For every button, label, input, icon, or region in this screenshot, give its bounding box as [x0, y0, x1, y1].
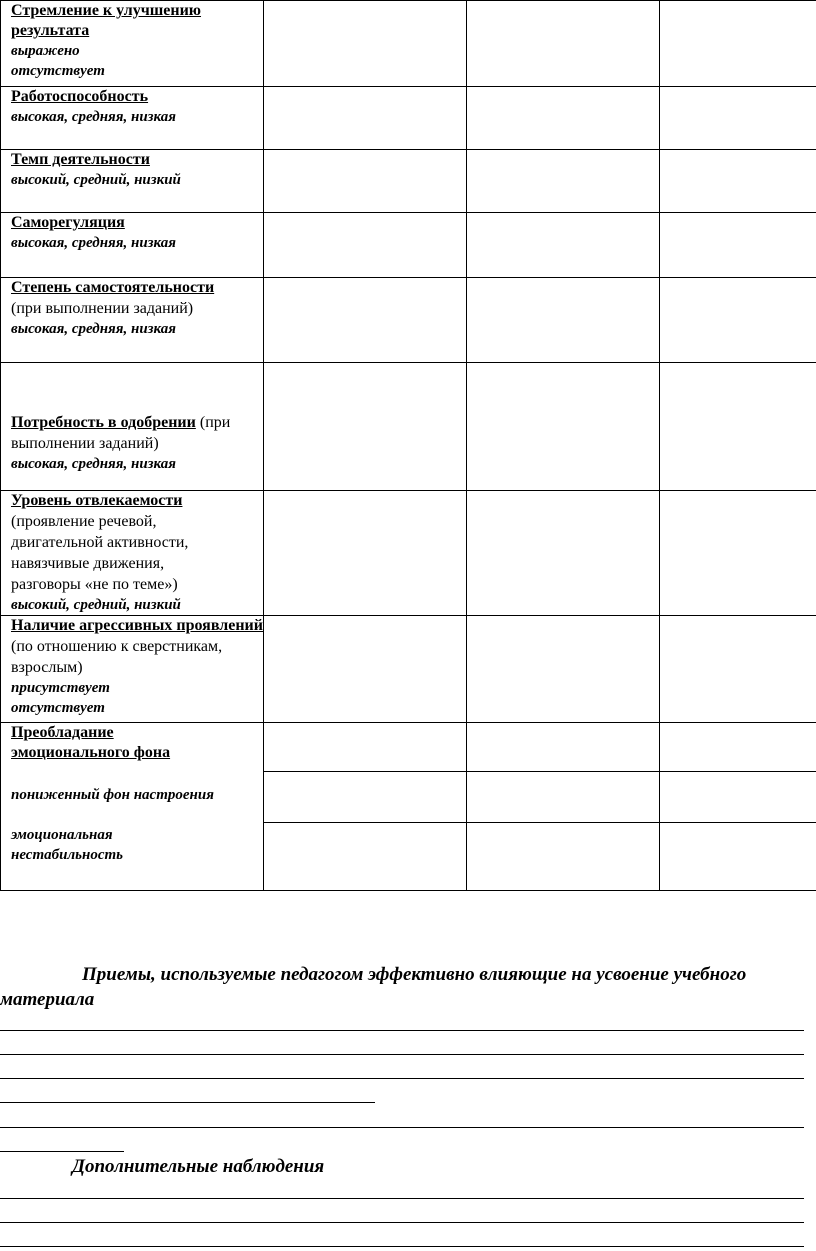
criterion-cell: [1, 723, 264, 891]
criterion-cell: [1, 616, 264, 723]
criterion-cell: [1, 213, 264, 278]
table-row: [1, 1, 816, 87]
blank-cell[interactable]: [264, 1, 467, 87]
criterion-option: высокая, средняя, низкая: [11, 235, 176, 251]
criterion-option: высокая, средняя, низкая: [11, 109, 176, 125]
criterion-cell: [1, 278, 264, 363]
blank-cell[interactable]: [467, 363, 660, 491]
criterion-option: пониженный фон настроения: [11, 787, 214, 803]
criterion-label: Стремление к улучшению результата: [11, 2, 202, 39]
table-row: [1, 150, 816, 213]
criterion-cell: [1, 87, 264, 150]
criterion-option: присутствует: [11, 680, 110, 696]
blank-cell[interactable]: [467, 772, 660, 823]
answer-line[interactable]: [0, 1054, 804, 1055]
blank-cell[interactable]: [660, 772, 816, 823]
blank-cell[interactable]: [467, 1, 660, 87]
blank-cell[interactable]: [467, 150, 660, 213]
blank-cell[interactable]: [660, 616, 816, 723]
table-row: [1, 616, 816, 723]
criterion-option: высокий, средний, низкий: [11, 172, 181, 188]
answer-line[interactable]: [0, 1078, 804, 1079]
criterion-option: эмоциональная нестабильность: [11, 827, 124, 863]
blank-cell[interactable]: [467, 213, 660, 278]
table-row: [1, 363, 816, 491]
blank-cell[interactable]: [264, 616, 467, 723]
criterion-label: Потребность в одобрении: [11, 414, 196, 431]
table-row: [1, 213, 816, 278]
blank-cell[interactable]: [660, 723, 816, 772]
criterion-label: Наличие агрессивных проявлений: [11, 617, 263, 634]
blank-cell[interactable]: [467, 278, 660, 363]
criterion-note: (по отношению к сверстникам, взрослым): [11, 638, 223, 676]
answer-line[interactable]: [0, 1030, 804, 1031]
criterion-option: отсутствует: [11, 700, 105, 716]
section-title-methods: Приемы, используемые педагогом эффективно влияющие на усвоение учебного материала: [0, 964, 747, 1010]
blank-cell[interactable]: [467, 491, 660, 616]
blank-cell[interactable]: [660, 150, 816, 213]
blank-cell[interactable]: [264, 278, 467, 363]
criterion-option: отсутствует: [11, 63, 105, 79]
blank-cell[interactable]: [264, 772, 467, 823]
answer-line[interactable]: [0, 1127, 804, 1128]
blank-cell[interactable]: [467, 87, 660, 150]
criterion-cell: [1, 363, 264, 491]
blank-cell[interactable]: [660, 87, 816, 150]
criterion-label: Темп деятельности: [11, 151, 150, 168]
answer-line[interactable]: [0, 1102, 375, 1103]
criterion-cell: [1, 150, 264, 213]
criterion-note: (проявление речевой, двигательной активности, навязчивые движения, разговоры «не по теме»): [11, 513, 189, 593]
answer-line[interactable]: [0, 1151, 124, 1152]
blank-cell[interactable]: [660, 278, 816, 363]
blank-cell[interactable]: [660, 363, 816, 491]
criterion-cell: [1, 1, 264, 87]
criterion-label: Уровень отвлекаемости: [11, 492, 183, 509]
table-row: [1, 278, 816, 363]
criterion-option: высокая, средняя, низкая: [11, 321, 176, 337]
criterion-note: (при выполнении заданий): [11, 414, 231, 452]
criterion-option: выражено: [11, 43, 80, 59]
criterion-label: Работоспособность: [11, 88, 149, 105]
blank-cell[interactable]: [264, 87, 467, 150]
criterion-option: высокий, средний, низкий: [11, 597, 181, 613]
blank-cell[interactable]: [264, 491, 467, 616]
criterion-label: Степень самостоятельности: [11, 279, 215, 296]
blank-cell[interactable]: [264, 150, 467, 213]
blank-cell[interactable]: [467, 823, 660, 891]
table-row: [1, 87, 816, 150]
blank-cell[interactable]: [660, 823, 816, 891]
blank-cell[interactable]: [264, 363, 467, 491]
table-row: [1, 723, 816, 772]
criterion-label: Саморегуляция: [11, 214, 125, 231]
criterion-label: Преобладание эмоционального фона: [11, 724, 171, 761]
blank-cell[interactable]: [660, 491, 816, 616]
blank-cell[interactable]: [467, 723, 660, 772]
blank-cell[interactable]: [264, 823, 467, 891]
criterion-note: (при выполнении заданий): [11, 300, 194, 317]
table-row: [1, 491, 816, 616]
blank-cell[interactable]: [264, 213, 467, 278]
criterion-option: высокая, средняя, низкая: [11, 456, 176, 472]
criterion-cell: [1, 491, 264, 616]
blank-cell[interactable]: [660, 213, 816, 278]
answer-line[interactable]: [0, 1198, 804, 1199]
answer-line[interactable]: [0, 1222, 804, 1223]
blank-cell[interactable]: [264, 723, 467, 772]
blank-cell[interactable]: [467, 616, 660, 723]
section-title-observations: Дополнительные наблюдения: [72, 1156, 325, 1177]
answer-line[interactable]: [0, 1246, 804, 1247]
blank-cell[interactable]: [660, 1, 816, 87]
